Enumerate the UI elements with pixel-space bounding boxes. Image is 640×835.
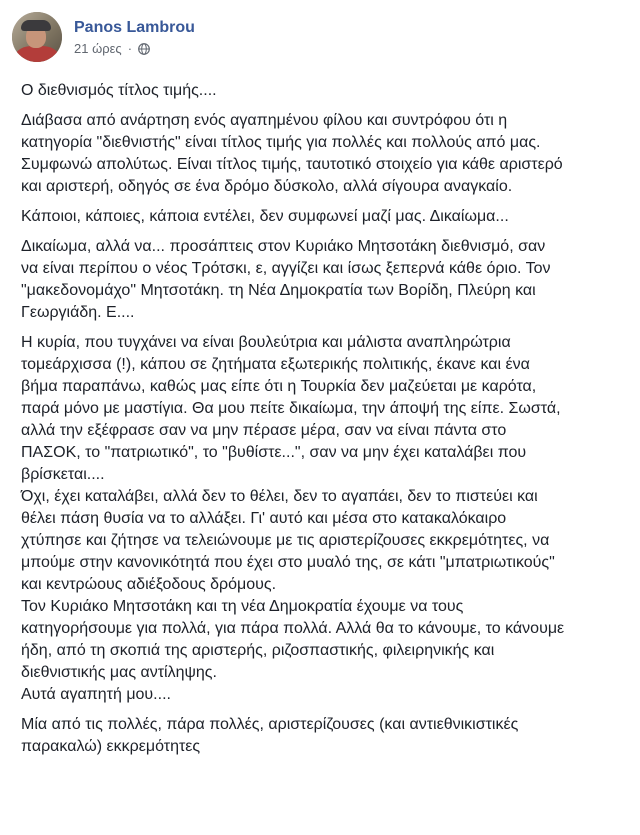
post-body	[21, 80, 626, 766]
timestamp[interactable]: 21 ώρες	[74, 41, 122, 56]
post-paragraph: Κάποιοι, κάποιες, κάποια εντέλει, δεν συμφωνεί μαζί μας. Δικαίωμα...	[21, 208, 509, 225]
post-paragraph: Διάβασα από ανάρτηση ενός αγαπημένου φίλου και συντρόφου ότι η κατηγορία "διεθνιστής" είναι τίτλος τιμής για πολλές και πολλούς από μας. Συμφωνώ απολύτως. Είναι τίτλος τιμής, ταυτοτικό στοιχείο για κάθε αριστερό και αριστερή, οδηγός σε ένα δρόμο δύσκολο, αλλά σίγουρα αναγκαίο.	[21, 112, 563, 195]
post-meta	[74, 18, 195, 57]
post-paragraph: Τον Κυριάκο Μητσοτάκη και τη νέα Δημοκρατία έχουμε να τους κατηγορήσουμε για πολλά, για πάρα πολλά. Αλλά θα το κάνουμε, το κάνουμε ήδη, από τη σκοπιά της αριστερής, ριζοσπαστικής, φιλειρηνικής και διεθνιστικής μας αντίληψης.	[21, 598, 565, 681]
post-time-row	[74, 41, 195, 57]
post-paragraph: Αυτά αγαπητή μου....	[21, 686, 171, 703]
separator-dot: ·	[127, 41, 133, 56]
author-name[interactable]: Panos Lambrou	[74, 19, 195, 36]
post-paragraph: Ο διεθνισμός τίτλος τιμής....	[21, 82, 217, 99]
avatar[interactable]	[12, 12, 62, 62]
post-paragraph: Όχι, έχει καταλάβει, αλλά δεν το θέλει, δεν το αγαπάει, δεν το πιστεύει και θέλει πάση θυσία να το αλλάξει. Γι' αυτό και μέσα στο κατακαλόκαιρο χτύπησε και ζήτησε να τελειώνουμε με τις αριστερίζουσες εκκρεμότητες, να μπούμε στην κανονικότητά που έχει στο μυαλό της, σε κάτι "μπατριωτικούς" και κεντρώους αδιέξοδους δρόμους.	[21, 488, 555, 593]
post-paragraph: Δικαίωμα, αλλά να... προσάπτεις στον Κυριάκο Μητσοτάκη διεθνισμό, σαν να είναι περίπου ο νέος Τρότσκι, ε, αγγίζει και ίσως ξεπερνά κάθε όριο. Τον "μακεδονομάχο" Μητσοτάκη. τη Νέα Δημοκρατία των Βορίδη, Πλεύρη και Γεωργιάδη. Ε....	[21, 238, 551, 321]
globe-icon[interactable]	[138, 43, 150, 55]
post-header	[12, 12, 195, 72]
post-paragraph: Μία από τις πολλές, πάρα πολλές, αριστερίζουσες (και αντιεθνικιστικές παρακαλώ) εκκρεμότητες	[21, 716, 519, 755]
post-paragraph: Η κυρία, που τυγχάνει να είναι βουλεύτρια και μάλιστα αναπληρώτρια τομεάρχισσα (!), κάπου σε ζητήματα εξωτερικής πολιτικής, έκανε και ένα βήμα παραπάνω, καθώς μας είπε ότι η Τουρκία δεν μαζεύεται με καρότα, παρά μόνο με μαστίγια. Θα μου πείτε δικαίωμα, την άποψή της είπε. Σωστά, αλλά την εξέφρασε σαν να μην πέρασε μέρα, σαν να είναι πάντα στο ΠΑΣΟΚ, το "πατριωτικό", το "βυθίστε...", σαν να μην έχει καταλάβει που βρίσκεται....	[21, 334, 561, 483]
